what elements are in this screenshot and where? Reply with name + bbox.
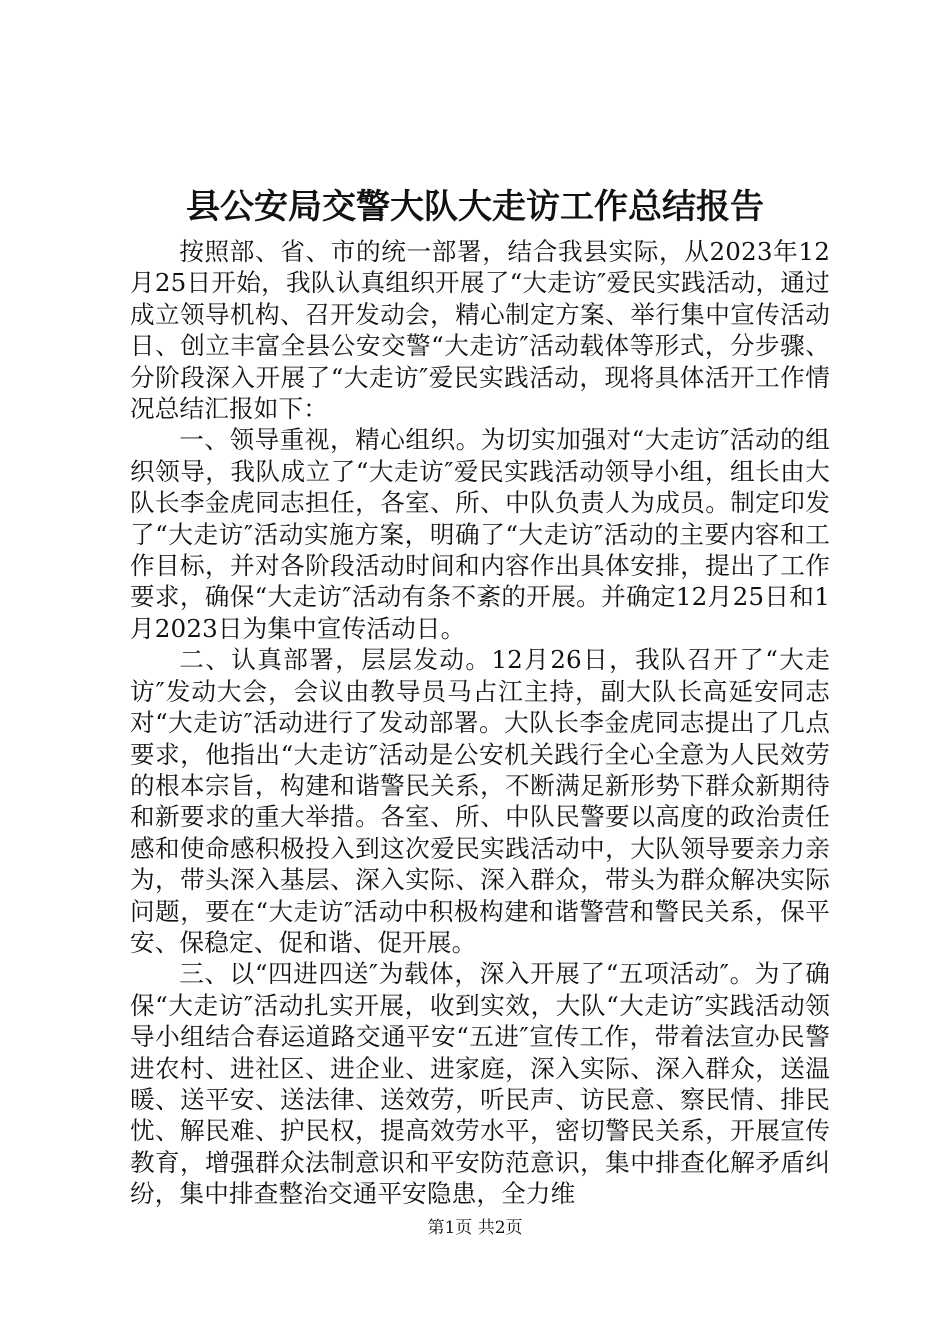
paragraph-section-3: 三、以“四进四送″为载体，深入开展了“五项活动″。为了确保“大走访″活动扎实开展，收到实效，大队“大走访″实践活动领导小组结合春运道路交通平安“五进″宣传工作，带着法宣办民警进农村、进社区、进企业、进家庭，深入实际、深入群众，送温暖、送平安、送法律、送效劳，听民声、访民意、察民情、排民忧、解民难、护民权，提高效劳水平，密切警民关系，开展宣传教育，增强群众法制意识和平安防范意识，集中排查化解矛盾纠纷，集中排查整治交通平安隐患，全力维 (130, 959, 830, 1209)
page-footer: 第1页 共2页 (427, 1218, 523, 1238)
paragraph-section-1: 一、领导重视，精心组织。为切实加强对“大走访″活动的组织领导，我队成立了“大走访″爱民实践活动领导小组，组长由大队长李金虎同志担任，各室、所、中队负责人为成员。制定印发了“大走访″活动实施方案，明确了“大走访″活动的主要内容和工作目标，并对各阶段活动时间和内容作出具体安排，提出了工作要求，确保“大走访″活动有条不紊的开展。并确定12月25日和1月2023日为集中宣传活动日。 (130, 425, 830, 643)
paragraph-intro: 按照部、省、市的统一部署，结合我县实际，从2023年12月25日开始，我队认真组织开展了“大走访″爱民实践活动，通过成立领导机构、召开发动会，精心制定方案、举行集中宣传活动日、创立丰富全县公安交警“大走访″活动载体等形式，分步骤、分阶段深入开展了“大走访″爱民实践活动，现将具体活开工作情况总结汇报如下： (130, 237, 830, 424)
document-body (130, 236, 830, 1210)
paragraph-section-2: 二、认真部署，层层发动。12月26日，我队召开了“大走访″发动大会，会议由教导员马占江主持，副大队长高延安同志对“大走访″活动进行了发动部署。大队长李金虎同志提出了几点要求，他指出“大走访″活动是公安机关践行全心全意为人民效劳的根本宗旨，构建和谐警民关系，不断满足新形势下群众新期待和新要求的重大举措。各室、所、中队民警要以高度的政治责任感和使命感积极投入到这次爱民实践活动中，大队领导要亲力亲为，带头深入基层、深入实际、深入群众，带头为群众解决实际问题，要在“大走访″活动中积极构建和谐警营和警民关系，保平安、保稳定、促和谐、促开展。 (130, 645, 830, 957)
document-title: 县公安局交警大队大走访工作总结报告 (186, 187, 764, 227)
